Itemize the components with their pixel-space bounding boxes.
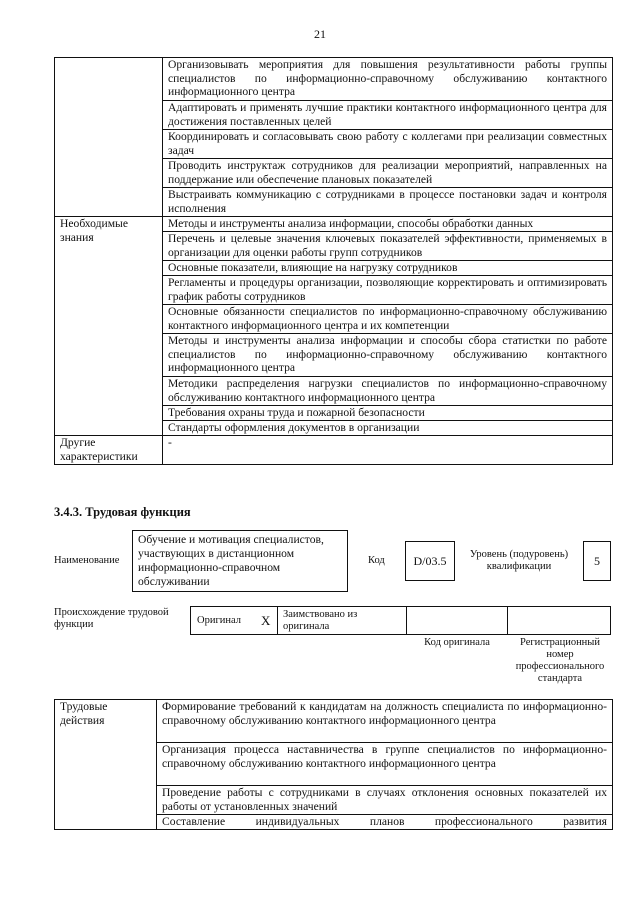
row-label-knowledge: Необходимые знания: [55, 217, 163, 436]
row-label-other: Другие характеристики: [55, 436, 163, 465]
table-row: [55, 436, 613, 465]
knowledge-item: Требования охраны труда и пожарной безопасности: [163, 406, 613, 421]
name-label: Наименование: [54, 555, 120, 566]
page-number: 21: [314, 27, 326, 41]
function-name-box: Обучение и мотивация специалистов, участвующих в дистанционном информационно-справочном обслуживании: [132, 530, 348, 592]
table-row: [55, 217, 613, 232]
action-item: Проведение работы с сотрудниками в случаях отклонения основных показателей их работы от установленных значений: [157, 786, 613, 815]
origin-label: Происхождение трудовой функции: [54, 607, 169, 630]
skill-item: Координировать и согласовывать свою работу с коллегами при реализации совместных задач: [163, 130, 613, 159]
original-check-mark: X: [261, 613, 271, 628]
action-item: Формирование требований к кандидатам на должность специалиста по информационно-справочному обслуживанию контактного информационного центра: [157, 700, 613, 743]
knowledge-item: Основные показатели, влияющие на нагрузку сотрудников: [163, 261, 613, 276]
table-row: [55, 58, 613, 101]
labor-actions-table: [54, 699, 613, 830]
table-row: [55, 700, 613, 743]
code-original-caption: Код оригинала: [424, 637, 490, 648]
knowledge-item: Методы и инструменты анализа информации, способы обработки данных: [163, 217, 613, 232]
borrowed-cell: [277, 606, 407, 635]
section-heading: 3.4.3. Трудовая функция: [54, 505, 191, 519]
reg-number-caption: Регистрационный номер профессионального стандарта: [515, 637, 605, 684]
origin-row: [190, 606, 611, 635]
skill-item: Проводить инструктаж сотрудников для реализации мероприятий, направленных на поддержание или обеспечение плановых показателей: [163, 159, 613, 188]
row-label-actions: Трудовые действия: [55, 700, 157, 830]
action-item: Составление индивидуальных планов профессионального развития: [157, 815, 613, 830]
skill-item: Выстраивать коммуникацию с сотрудниками в процессе постановки задач и контроля исполнения: [163, 188, 613, 217]
knowledge-item: Методы и инструменты анализа информации и способы сбора статистки по работе специалистов по информационно-справочному обслуживанию контактного информационного центра: [163, 334, 613, 377]
code-value-box: D/03.5: [405, 541, 455, 581]
skills-knowledge-table: [54, 57, 613, 465]
knowledge-item: Регламенты и процедуры организации, позволяющие корректировать и оптимизировать график работы сотрудников: [163, 276, 613, 305]
knowledge-item: Методики распределения нагрузки специалистов по информационно-справочному обслуживанию контактного информационного центра: [163, 377, 613, 406]
knowledge-item: Основные обязанности специалистов по информационно-справочному обслуживанию контактного информационного центра и их компетенции: [163, 305, 613, 334]
level-label: Уровень (подуровень) квалификации: [469, 549, 569, 572]
original-label: Оригинал: [197, 615, 241, 626]
other-item: -: [163, 436, 613, 465]
knowledge-item: Перечень и целевые значения ключевых показателей эффективности, применяемых в организации для оценки работы групп сотрудников: [163, 232, 613, 261]
reg-number-cell: [507, 606, 611, 635]
skill-item: Адаптировать и применять лучшие практики контактного информационного центра для достижения поставленных целей: [163, 101, 613, 130]
skill-item: Организовывать мероприятия для повышения результативности работы группы специалистов по информационно-справочному обслуживанию контактного информационного центра: [163, 58, 613, 101]
action-item: Организация процесса наставничества в группе специалистов по информационно-справочному обслуживанию контактного информационного центра: [157, 743, 613, 786]
code-label: Код: [368, 555, 385, 566]
borrowed-label: Заимствовано из оригинала: [283, 609, 358, 632]
level-value-box: 5: [583, 541, 611, 581]
row-label-skills: [55, 58, 163, 217]
knowledge-item: Стандарты оформления документов в организации: [163, 421, 613, 436]
code-original-cell: [406, 606, 508, 635]
original-cell: [190, 606, 278, 635]
